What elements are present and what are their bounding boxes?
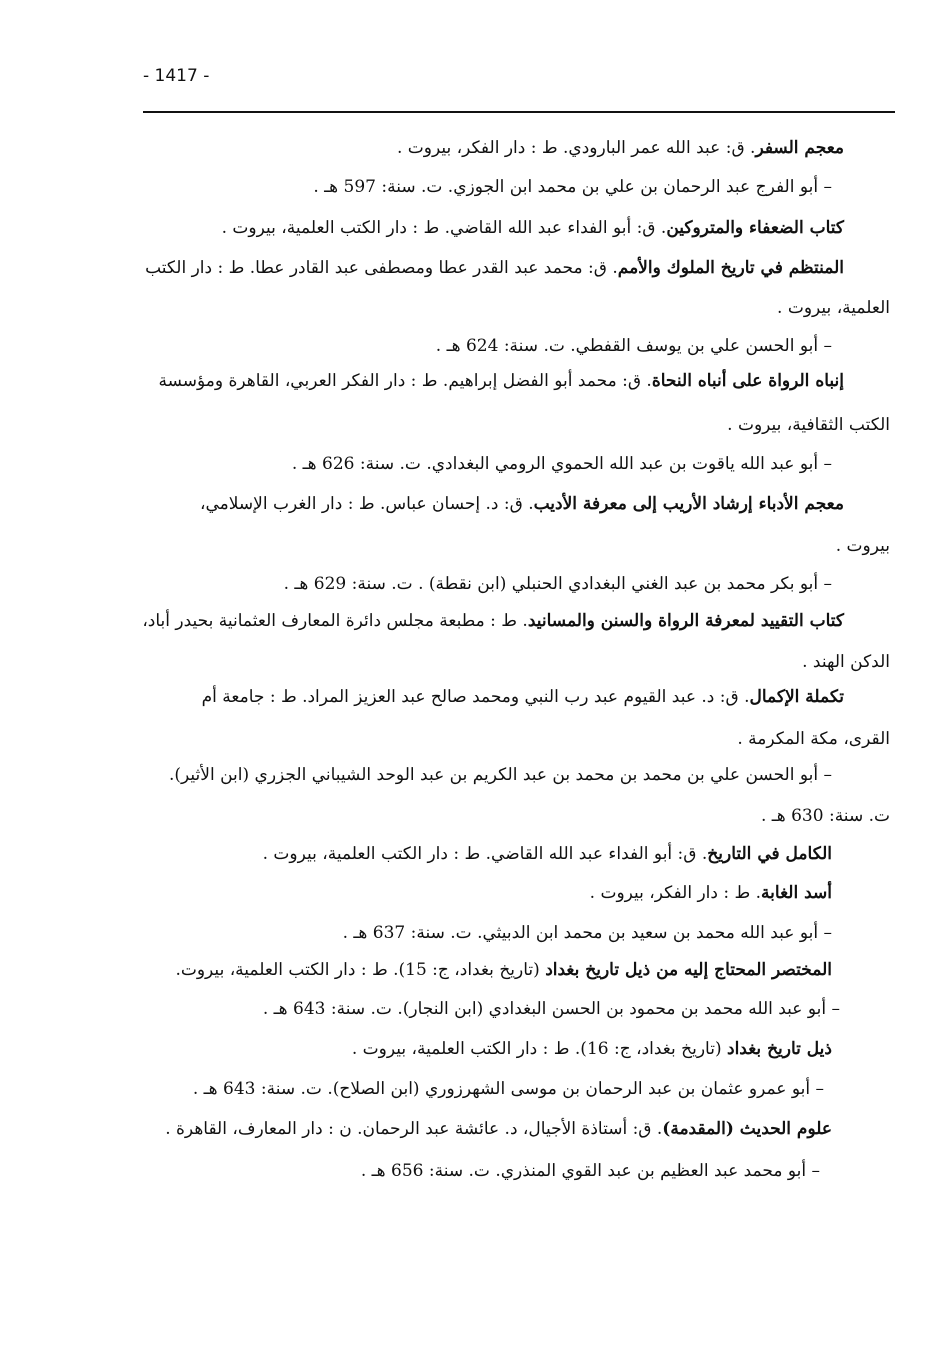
entry-text: – أبو الحسن علي بن محمد بن محمد بن عبد الكريم بن عبد الوحد الشيباني الجزري (ابن الأثير). <box>168 765 832 785</box>
entry-line <box>436 335 832 357</box>
entry-text: . ط : دار الفكر، بيروت . <box>589 883 762 903</box>
entry-text: القرى، مكة المكرمة . <box>737 729 890 749</box>
entry-text: – أبو عبد الله ياقوت بن عبد الله الحموي الرومي البغدادي. ت. سنة: 626 هـ . <box>291 454 832 474</box>
entry-line <box>343 922 832 944</box>
entry-text: – أبو عمرو عثمان بن عبد الرحمان بن موسى الشهرزوري (ابن الصلاح). ت. سنة: 643 هـ . <box>192 1079 824 1099</box>
entry-line <box>313 176 832 198</box>
entry-line <box>836 535 890 557</box>
entry-line <box>284 573 832 595</box>
entry-title: أسد الغابة <box>761 883 832 903</box>
entry-title: الكامل في التاريخ <box>707 844 832 864</box>
entry-text: (تاريخ بغداد، ج: 15). ط : دار الكتب العلمية، بيروت. <box>175 960 546 980</box>
page-number: - 1417 - <box>143 66 210 86</box>
entry-title: تكملة الإكمال <box>749 687 844 707</box>
entry-line <box>590 882 832 904</box>
entry-text: بيروت . <box>835 536 890 556</box>
entry-line <box>202 686 844 708</box>
entry-text: . ق: أبو الفداء عبد الله القاضي. ط : دار الكتب العلمية، بيروت . <box>262 844 708 864</box>
entry-text: الكتب الثقافية، بيروت . <box>727 415 890 435</box>
entry-line <box>175 959 832 981</box>
entry-text: . ق: محمد عبد القدر عطا ومصطفى عبد القادر عطا. ط : دار الكتب <box>145 258 618 278</box>
entry-line <box>727 414 890 436</box>
entry-text: – أبو الفرج عبد الرحمان بن علي بن محمد ابن الجوزي. ت. سنة: 597 هـ . <box>313 177 832 197</box>
entry-line <box>397 137 844 159</box>
entry-text: . ق: أبو الفداء عبد الله القاضي. ط : دار الكتب العلمية، بيروت . <box>221 218 667 238</box>
entry-line <box>292 453 832 475</box>
entry-line <box>142 610 844 632</box>
entry-title: المختصر المحتاج إليه من ذيل تاريخ بغداد <box>545 960 832 980</box>
entry-text: . ط : مطبعة مجلس دائرة المعارف العثمانية بحيدر أباد، <box>142 611 528 631</box>
entry-line <box>145 257 844 279</box>
entry-title: كتاب الضعفاء والمتروكين <box>666 218 844 238</box>
header-rule <box>143 111 895 113</box>
entry-text: . ق: د. عبد القيوم عبد رب النبي ومحمد صالح عبد العزيز المراد. ط : جامعة أم <box>201 687 750 707</box>
entry-text: الدكن الهند . <box>802 652 890 672</box>
entry-title: علوم الحديث (المقدمة) <box>662 1119 832 1139</box>
entry-text: ت. سنة: 630 هـ . <box>760 806 890 826</box>
entry-text: . ق: عبد الله عمر البارودي. ط : دار الفكر، بيروت . <box>397 138 756 158</box>
entry-text: – أبو عبد الله محمد بن سعيد بن محمد ابن الدبيثي. ت. سنة: 637 هـ . <box>342 923 832 943</box>
entry-line <box>361 1160 820 1182</box>
entry-title: معجم السفر <box>755 138 844 158</box>
entry-line <box>193 1078 824 1100</box>
entry-line <box>352 1038 832 1060</box>
entry-line <box>737 728 890 750</box>
entry-line <box>222 217 844 239</box>
entry-line <box>169 764 832 786</box>
entry-title: ذيل تاريخ بغداد <box>727 1039 832 1059</box>
entry-text: (تاريخ بغداد، ج: 16). ط : دار الكتب العلمية، بيروت . <box>351 1039 727 1059</box>
entry-line <box>165 1118 832 1140</box>
entry-line <box>158 370 844 392</box>
entry-line <box>761 805 890 827</box>
entry-text: – أبو عبد الله محمد بن محمود بن الحسن البغدادي (ابن النجار). ت. سنة: 643 هـ . <box>262 999 840 1019</box>
entry-title: معجم الأدباء إرشاد الأريب إلى معرفة الأديب <box>533 494 844 514</box>
entry-line <box>802 651 890 673</box>
entry-text: . ق: محمد أبو الفضل إبراهيم. ط : دار الفكر العربي، القاهرة ومؤسسة <box>158 371 652 391</box>
entry-text: العلمية، بيروت . <box>777 298 890 318</box>
entry-text: – أبو بكر محمد بن عبد الغني البغدادي الحنبلي (ابن نقطة) . ت. سنة: 629 هـ . <box>283 574 832 594</box>
entry-text: – أبو الحسن علي بن يوسف القفطي. ت. سنة: 624 هـ . <box>435 336 832 356</box>
entry-title: المنتظم في تاريخ الملوك والأمم <box>617 258 844 278</box>
entry-text: . ق: د. إحسان عباس. ط : دار الغرب الإسلامي، <box>199 494 534 514</box>
entry-line <box>263 998 840 1020</box>
entry-line <box>263 843 832 865</box>
entry-title: كتاب التقييد لمعرفة الرواة والسنن والمسانيد <box>527 611 844 631</box>
entry-title: إنباه الرواة على أنباه النحاة <box>651 371 844 391</box>
entry-line <box>200 493 844 515</box>
entry-line <box>777 297 890 319</box>
entry-text: – أبو محمد عبد العظيم بن عبد القوي المنذري. ت. سنة: 656 هـ . <box>360 1161 820 1181</box>
entry-text: . ق: أستاذة الأجيال، د. عائشة عبد الرحمان. ن : دار المعارف، القاهرة . <box>165 1119 663 1139</box>
